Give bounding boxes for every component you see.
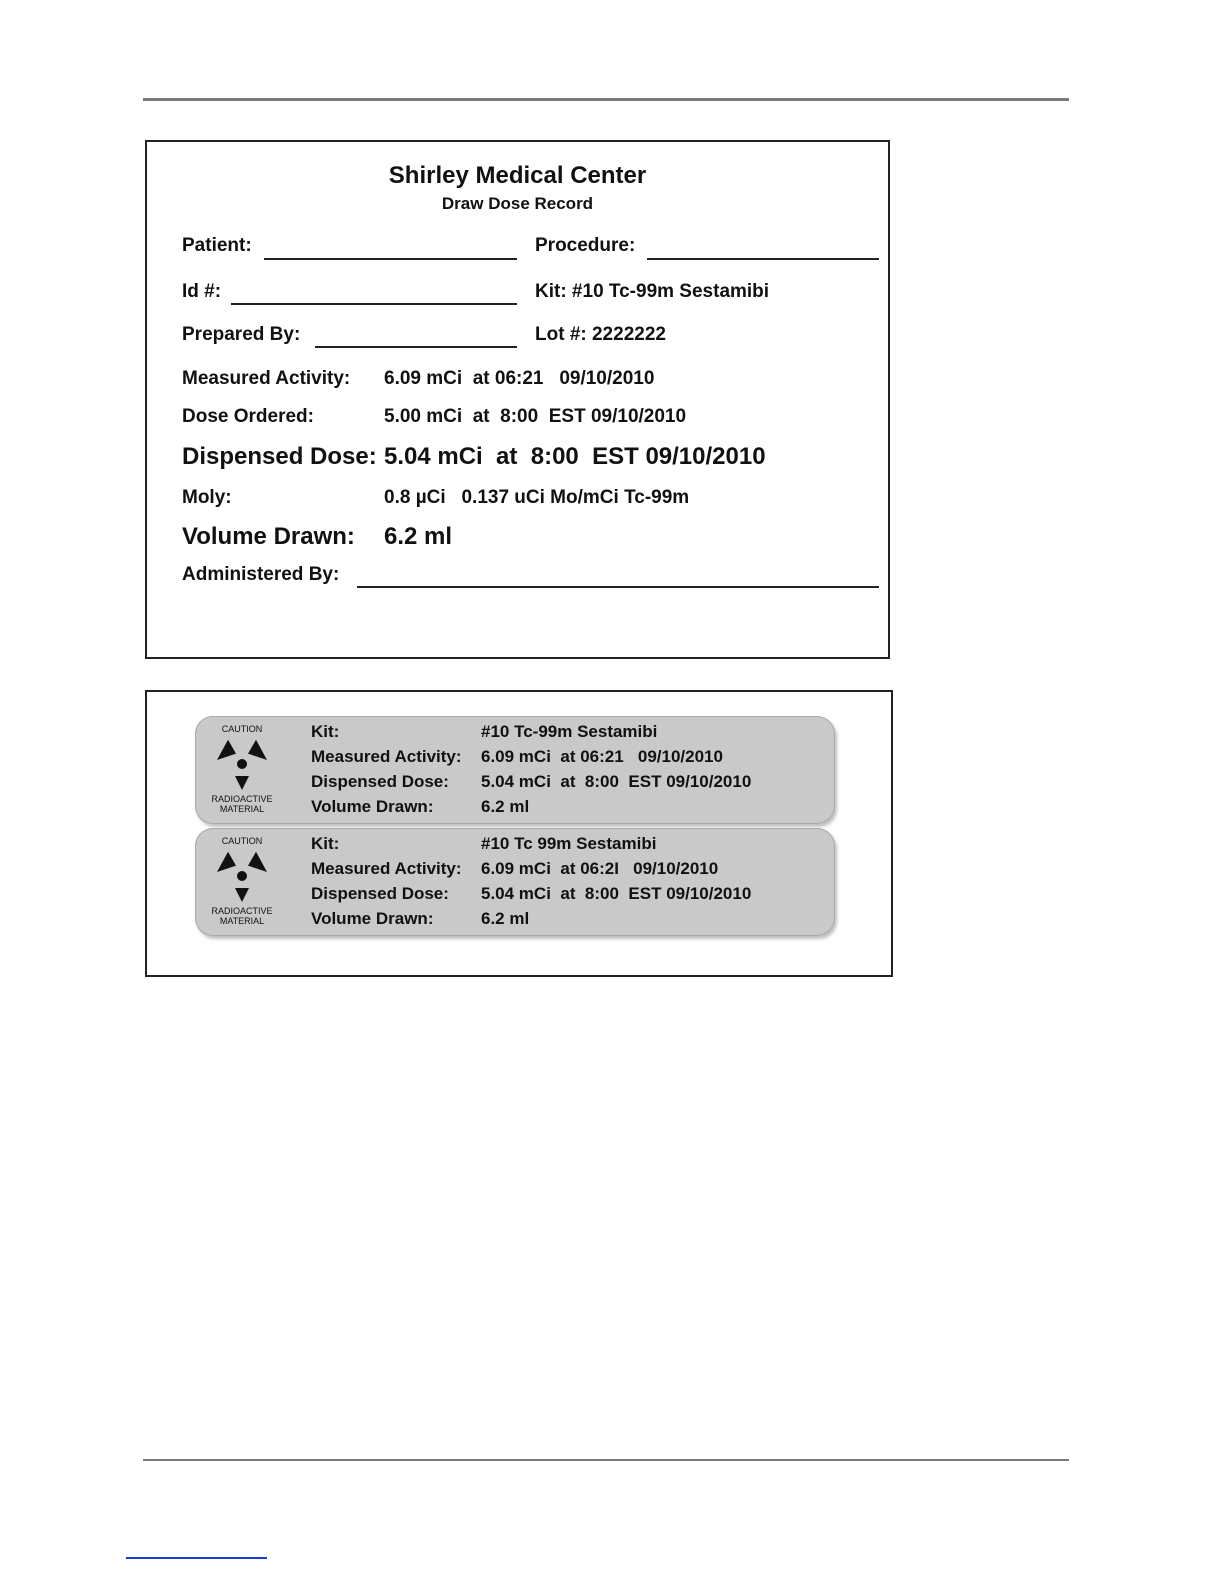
syringe-label <box>195 716 835 824</box>
material-text-line2: MATERIAL <box>219 804 265 814</box>
dispensed-dose-label: Dispensed Dose: <box>182 443 377 470</box>
prepared-by-line[interactable] <box>315 346 517 348</box>
label-row-dispensed: Dispensed Dose: 5.04 mCi at 8:00 EST 09/10/2010 <box>311 772 752 791</box>
procedure-label: Procedure: <box>535 235 636 256</box>
dose-ordered-value: 5.00 mCi at 8:00 EST 09/10/2010 <box>384 406 687 427</box>
caution-text: CAUTION <box>221 836 263 846</box>
id-label: Id #: <box>182 281 222 302</box>
patient-line[interactable] <box>264 258 517 260</box>
material-text-line1: RADIOACTIVE <box>211 906 273 916</box>
draw-dose-record-card <box>145 140 890 659</box>
lot-text: Lot #: 2222222 <box>535 324 666 345</box>
footer-link-underline[interactable] <box>126 1557 267 1559</box>
record-subtitle: Draw Dose Record <box>441 194 594 213</box>
radiation-trefoil-icon <box>214 736 270 792</box>
volume-drawn-value: 6.2 ml <box>384 523 453 550</box>
syringe-labels-panel <box>145 690 893 977</box>
id-line[interactable] <box>231 303 517 305</box>
label-row-kit: Kit: #10 Tc 99m Sestamibi <box>311 834 657 853</box>
caution-text: CAUTION <box>221 724 263 734</box>
header-rule <box>143 98 1069 101</box>
administered-by-label: Administered By: <box>182 564 340 585</box>
moly-value: 0.8 µCi 0.137 uCi Mo/mCi Tc-99m <box>384 487 690 508</box>
dispensed-dose-value: 5.04 mCi at 8:00 EST 09/10/2010 <box>384 443 766 470</box>
label-row-measured: Measured Activity: 6.09 mCi at 06:21 09/10/2010 <box>311 747 723 766</box>
radioactive-badge <box>205 836 279 926</box>
label-row-kit: Kit: #10 Tc-99m Sestamibi <box>311 722 658 741</box>
label-row-volume: Volume Drawn: 6.2 ml <box>311 909 530 928</box>
dose-ordered-label: Dose Ordered: <box>182 406 314 427</box>
volume-drawn-label: Volume Drawn: <box>182 523 355 550</box>
moly-label: Moly: <box>182 487 232 508</box>
kit-text: Kit: #10 Tc-99m Sestamibi <box>535 281 770 302</box>
syringe-label <box>195 828 835 936</box>
procedure-line[interactable] <box>647 258 879 260</box>
label-row-volume: Volume Drawn: 6.2 ml <box>311 797 530 816</box>
material-text-line2: MATERIAL <box>219 916 265 926</box>
radiation-trefoil-icon <box>214 848 270 904</box>
footer-rule <box>143 1459 1069 1461</box>
radioactive-badge <box>205 724 279 814</box>
measured-activity-value: 6.09 mCi at 06:21 09/10/2010 <box>384 368 655 389</box>
label-row-dispensed: Dispensed Dose: 5.04 mCi at 8:00 EST 09/10/2010 <box>311 884 752 903</box>
administered-by-line[interactable] <box>357 586 879 588</box>
record-title: Shirley Medical Center <box>388 162 647 189</box>
patient-label: Patient: <box>182 235 252 256</box>
material-text-line1: RADIOACTIVE <box>211 794 273 804</box>
label-row-measured: Measured Activity: 6.09 mCi at 06:2I 09/10/2010 <box>311 859 719 878</box>
measured-activity-label: Measured Activity: <box>182 368 351 389</box>
prepared-by-label: Prepared By: <box>182 324 301 345</box>
